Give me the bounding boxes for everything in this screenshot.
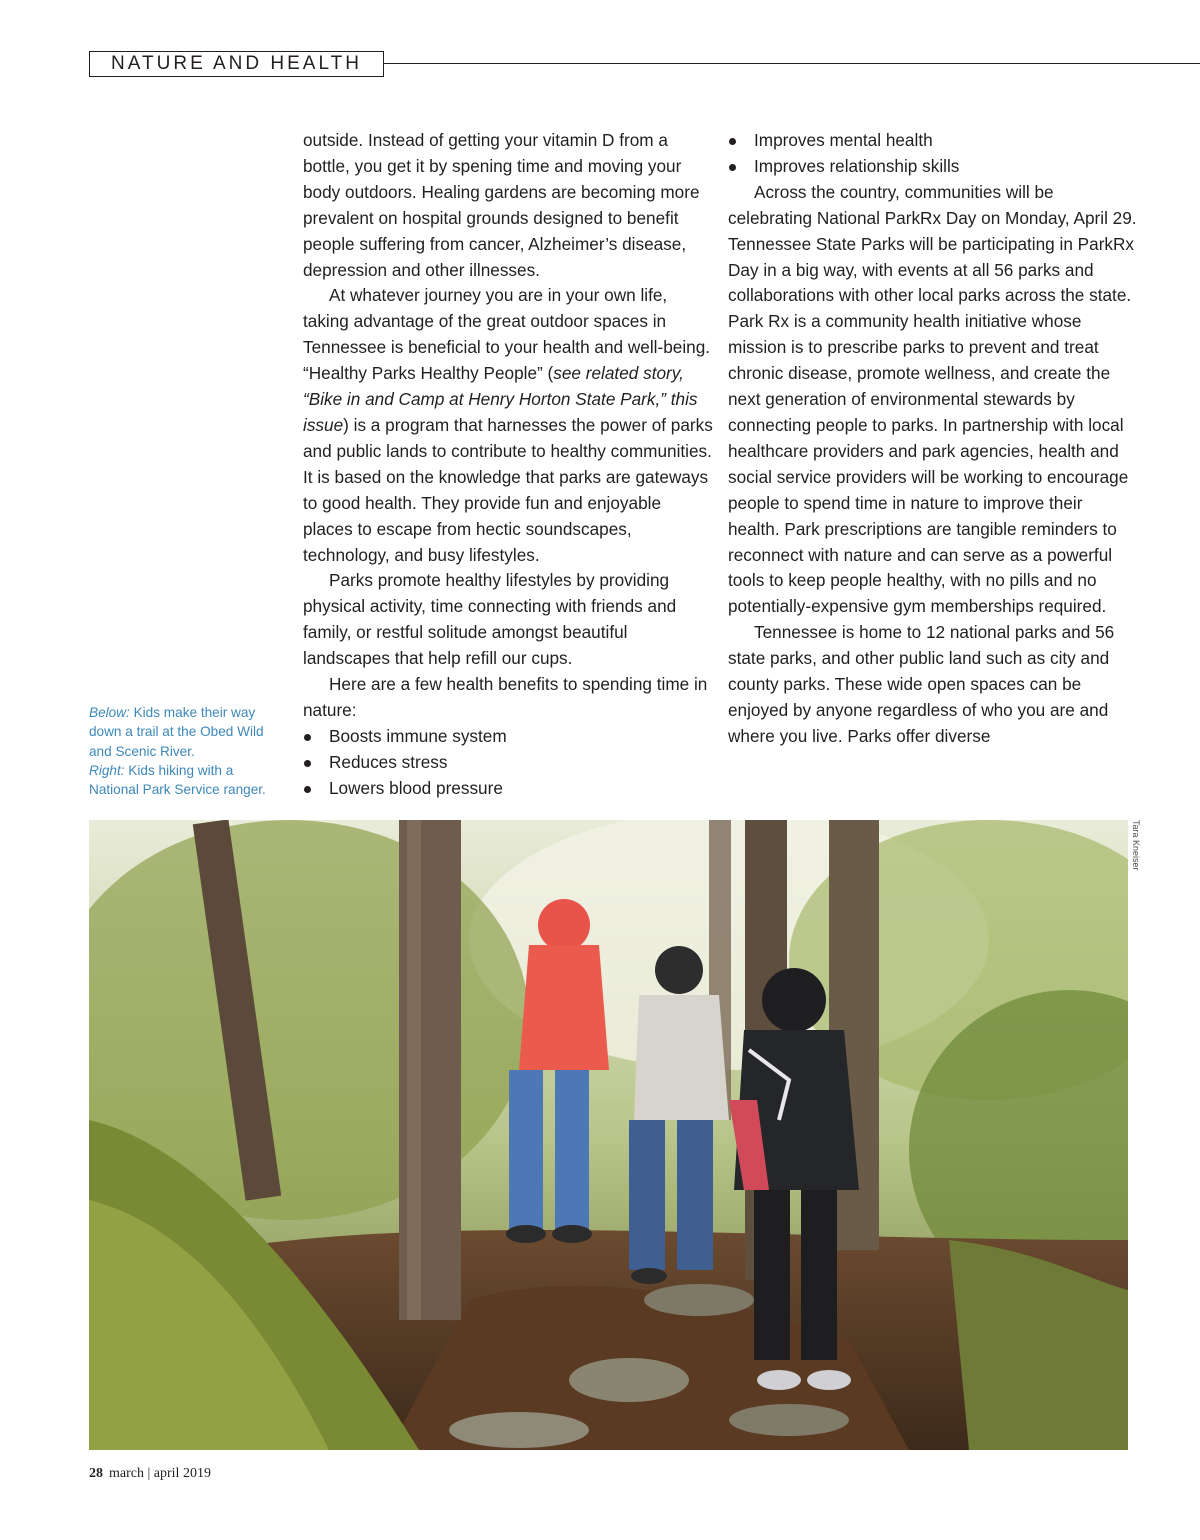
- caption-label-below: Below:: [89, 705, 130, 720]
- hiking-photo: [89, 820, 1128, 1450]
- section-header: [89, 51, 384, 77]
- paragraph-parkrx: Across the country, communities will be celebrating National ParkRx Day on Monday, April 29. Tennessee State Parks will be participating in ParkRx Day in a big way, with events at all 56 parks and collaborations with other local parks across the state. Park Rx is a community health initiative whose mission is to prescribe parks to prevent and treat chronic disease, promote wellness, and create the next generation of environmental stewards by connecting people to parks. In partnership with local healthcare providers and park agencies, health and social service providers will be working to encourage people to spend time in nature to improve their health. Park prescriptions are tangible reminders to reconnect with nature and can serve as a powerful tools to keep people healthy, with no pills and no potentially-expensive gym memberships required.: [728, 181, 1137, 617]
- list-item: Boosts immune system: [303, 724, 713, 750]
- forest-trail-illustration: [89, 820, 1128, 1450]
- paragraph-2: [303, 283, 713, 568]
- caption-label-right: Right:: [89, 762, 125, 778]
- issue-date: march | april 2019: [109, 1466, 211, 1481]
- list-item: Lowers blood pressure: [303, 776, 713, 802]
- page-number: 28: [89, 1466, 103, 1481]
- photo-caption: [89, 703, 279, 799]
- related-story-reference: see related story, “Bike in and Camp at Henry Horton State Park,” this issue: [303, 363, 698, 435]
- paragraph-4: Here are a few health benefits to spending time in nature:: [303, 674, 708, 720]
- paragraph-tennessee-parks: Tennessee is home to 12 national parks and 56 state parks, and other public land such as city and county parks. These wide open spaces can be enjoyed by anyone regardless of who you are and where you live. Parks offer diverse: [728, 622, 1115, 746]
- list-item: Reduces stress: [303, 750, 713, 776]
- section-title: NATURE AND HEALTH: [111, 53, 362, 74]
- paragraph-2-text-a: At whatever journey you are in your own life, taking advantage of the great outdoor spaces in Tennessee is beneficial to your health and well-being. “Healthy Parks Healthy People” (: [303, 285, 711, 384]
- article-column-1: [303, 128, 713, 802]
- health-benefits-list-continued: [728, 128, 1138, 180]
- paragraph-1: outside. Instead of getting your vitamin D from a bottle, you get it by spening time and moving your body outdoors. Healing gardens are becoming more prevalent on hospital grounds designed to benefit people suffering from cancer, Alzheimer’s disease, depression and other illnesses.: [303, 130, 700, 280]
- list-item: Improves relationship skills: [728, 154, 1138, 180]
- caption-text-right: Kids hiking with a National Park Service ranger.: [89, 762, 266, 798]
- caption-text-below: Kids make their way down a trail at the Obed Wild and Scenic River.: [89, 705, 264, 759]
- header-rule: [384, 63, 1200, 64]
- list-item: Improves mental health: [728, 128, 1138, 154]
- photo-credit: Tara Kneiser: [1131, 820, 1141, 871]
- page-footer: [89, 1466, 211, 1482]
- health-benefits-list: [303, 724, 713, 802]
- paragraph-2-text-b: ) is a program that harnesses the power of parks and public lands to contribute to healthy communities. It is based on the knowledge that parks are gateways to good health. They provide fun and enjoyable places to escape from hectic soundscapes, technology, and busy lifestyles.: [303, 414, 713, 565]
- article-column-2: [728, 128, 1138, 750]
- paragraph-3: Parks promote healthy lifestyles by providing physical activity, time connecting with friends and family, or restful solitude amongst beautiful landscapes that help refill our cups.: [303, 570, 677, 669]
